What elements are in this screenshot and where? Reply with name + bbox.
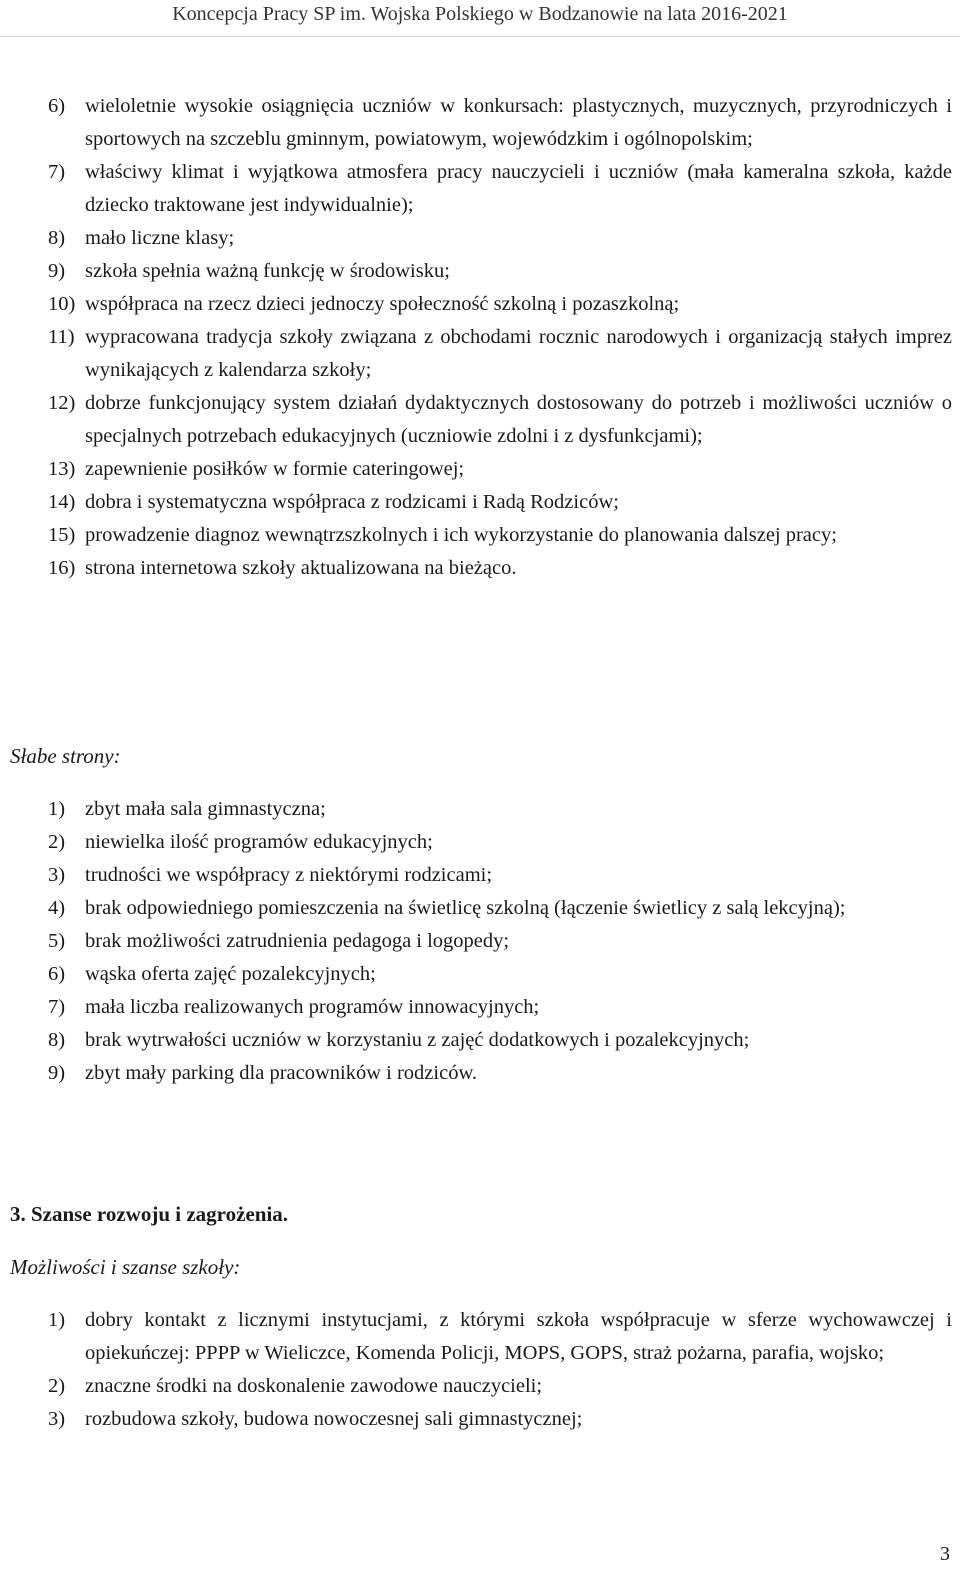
list-item: 9) zbyt mały parking dla pracowników i rodziców. [48,1062,478,1084]
list-item: 11) wypracowana tradycja szkoły związana z obchodami rocznic narodowych i organizacją stałych imprez wynikających z kalendarza szkoły; [48,326,952,381]
list-item: 3) rozbudowa szkoły, budowa nowoczesnej sali gimnastycznej; [48,1408,583,1430]
list-item: 14) dobra i systematyczna współpraca z rodzicami i Radą Rodziców; [48,491,619,513]
section-heading: 3. Szanse rozwoju i zagrożenia. [10,1202,289,1226]
list-item: 3) trudności we współpracy z niektórymi rodzicami; [48,864,493,886]
list-item: 1) zbyt mała sala gimnastyczna; [48,798,326,820]
list-item: 1) dobry kontakt z licznymi instytucjami, z którymi szkoła współpracuje w sferze wychowawczej i opiekuńczej: PPPP w Wieliczce, Komenda Policji, MOPS, GOPS, straż pożarna, parafia, wojsko; [48,1309,952,1364]
opportunities-heading: Możliwości i szanse szkoły: [10,1255,241,1279]
list-item: 8) brak wytrwałości uczniów w korzystaniu z zajęć dodatkowych i pozalekcyjnych; [48,1029,750,1051]
list-item: 6) wieloletnie wysokie osiągnięcia uczniów w konkursach: plastycznych, muzycznych, przyrodniczych i sportowych na szczeblu gminnym, powiatowym, wojewódzkim i ogólnopolskim; [48,95,952,150]
list-item: 5) brak możliwości zatrudnienia pedagoga i logopedy; [48,930,510,952]
list-item: 12) dobrze funkcjonujący system działań dydaktycznych dostosowany do potrzeb i możliwości uczniów o specjalnych potrzebach edukacyjnych (uczniowie zdolni i z dysfunkcjami); [48,392,952,447]
list-item: 2) znaczne środki na doskonalenie zawodowe nauczycieli; [48,1375,543,1397]
list-item: 4) brak odpowiedniego pomieszczenia na świetlicę szkolną (łączenie świetlicy z salą lekcyjną); [48,897,846,919]
list-item: 7) właściwy klimat i wyjątkowa atmosfera pracy nauczycieli i uczniów (mała kameralna szkoła, każde dziecko traktowane jest indywidualnie); [48,161,952,216]
list-item: 16) strona internetowa szkoły aktualizowana na bieżąco. [48,557,517,579]
header-title: Koncepcja Pracy SP im. Wojska Polskiego w Bodzanowie na lata 2016-2021 [172,3,788,25]
list-item: 15) prowadzenie diagnoz wewnątrzszkolnych i ich wykorzystanie do planowania dalszej pracy; [48,524,837,546]
list-item: 7) mała liczba realizowanych programów innowacyjnych; [48,996,540,1018]
page-number: 3 [940,1543,950,1565]
list-item: 10) współpraca na rzecz dzieci jednoczy społeczność szkolną i pozaszkolną; [48,293,680,315]
weaknesses-heading: Słabe strony: [10,744,121,768]
strengths-list-continued [48,90,952,585]
list-item: 9) szkoła spełnia ważną funkcję w środowisku; [48,260,450,282]
list-item: 6) wąska oferta zajęć pozalekcyjnych; [48,963,376,985]
list-item: 8) mało liczne klasy; [48,227,235,249]
list-item: 13) zapewnienie posiłków w formie cateringowej; [48,458,465,480]
page-header [0,0,960,37]
list-item: 2) niewielka ilość programów edukacyjnych; [48,831,433,853]
weaknesses-list [48,793,952,1090]
opportunities-list [48,1304,952,1436]
